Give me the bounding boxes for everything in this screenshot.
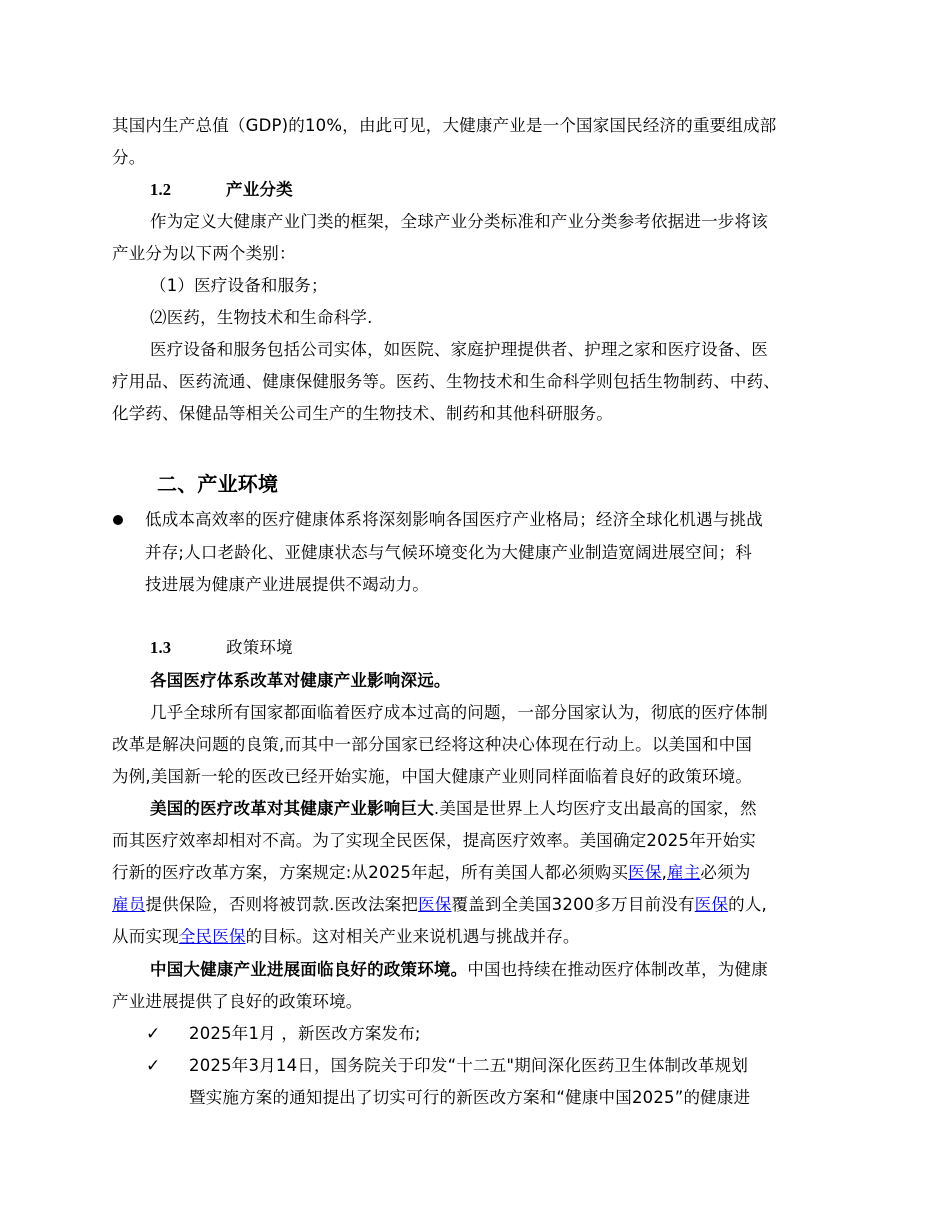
- section-title: 产业分类: [226, 180, 293, 199]
- paragraph-line: 改革是解决问题的良策,而其中一部分国家已经将这种决心体现在行动上。以美国和中国: [112, 735, 753, 754]
- bold-lead: 中国大健康产业进展面临良好的政策环境。: [150, 960, 468, 979]
- text-span: 的目标。这对相关产业来说机遇与挑战并存。: [245, 927, 580, 946]
- paragraph-line: 分。: [112, 148, 146, 167]
- paragraph-line: [150, 960, 768, 980]
- text-span: ,: [661, 863, 668, 882]
- paragraph-line: 医疗设备和服务包括公司实体，如医院、家庭护理提供者、护理之家和医疗设备、医: [150, 340, 768, 359]
- check-item: 2025年1月 ，新医改方案发布;: [189, 1024, 421, 1043]
- section-heading-1-3: [150, 638, 293, 658]
- paragraph-line: 而其医疗效率却相对不高。为了实现全民医保，提高医疗效率。美国确定2025年开始实: [112, 831, 756, 850]
- category-item: ⑵医药，生物技术和生命科学.: [150, 308, 373, 327]
- text-span: 中国也持续在推动医疗体制改革，为健康: [467, 960, 768, 979]
- text-span: 的人,: [728, 895, 767, 914]
- paragraph-line: 几乎全球所有国家都面临着医疗成本过高的问题，一部分国家认为，彻底的医疗体制: [150, 703, 768, 722]
- bold-lead: 美国的医疗改革对其健康产业影响巨大: [150, 799, 434, 818]
- text-span: 提供保险，否则将被罚款.医改法案把: [145, 895, 419, 914]
- paragraph-line: 产业进展提供了良好的政策环境。: [112, 992, 363, 1011]
- paragraph-line: 其国内生产总值（GDP)的10%，由此可见，大健康产业是一个国家国民经济的重要组成部: [112, 116, 777, 135]
- text-span: 从而实现: [112, 927, 179, 946]
- link-guyuan[interactable]: 雇员: [112, 895, 146, 914]
- section-number: 1.3: [150, 638, 172, 657]
- bold-lead: 各国医疗体系改革对健康产业影响深远。: [150, 671, 451, 690]
- check-item: 暨实施方案的通知提出了切实可行的新医改方案和“健康中国2025”的健康进: [189, 1088, 751, 1107]
- bullet-line: 低成本高效率的医疗健康体系将深刻影响各国医疗产业格局；经济全球化机遇与挑战: [145, 510, 763, 529]
- link-yibao[interactable]: 医保: [694, 895, 729, 914]
- section-title: 政策环境: [226, 638, 293, 657]
- link-guzhu[interactable]: 雇主: [667, 863, 701, 882]
- link-yibao[interactable]: 医保: [418, 895, 452, 914]
- paragraph-line: 疗用品、医药流通、健康保健服务等。医药、生物技术和生命科学则包括生物制药、中药、: [112, 372, 780, 391]
- bullet-line: 并存;人口老龄化、亚健康状态与气候环境变化为大健康产业制造宽阔进展空间；科: [145, 543, 752, 562]
- paragraph-line: [112, 895, 767, 915]
- checkmark-icon: ✓: [146, 1024, 161, 1044]
- text-span: .美国是世界上人均医疗支出最高的国家，然: [433, 799, 757, 818]
- category-item: （1）医疗设备和服务；: [150, 276, 328, 295]
- bullet-icon: [113, 515, 123, 525]
- section-number: 1.2: [150, 180, 172, 199]
- paragraph-line: 产业分为以下两个类别：: [112, 244, 296, 263]
- checkmark-icon: ✓: [146, 1056, 161, 1076]
- link-quanmin-yibao[interactable]: 全民医保: [178, 927, 246, 946]
- paragraph-line: [112, 863, 751, 883]
- bullet-line: 技进展为健康产业进展提供不竭动力。: [145, 575, 429, 594]
- link-yibao[interactable]: 医保: [628, 863, 662, 882]
- text-span: 行新的医疗改革方案，方案规定:从2025年起，所有美国人都必须购买: [112, 863, 629, 882]
- text-span: 覆盖到全美国3200多万目前没有: [451, 895, 695, 914]
- paragraph-line: 化学药、保健品等相关公司生产的生物技术、制药和其他科研服务。: [112, 404, 613, 423]
- paragraph-line: [150, 799, 757, 819]
- paragraph-line: [112, 927, 580, 947]
- text-span: 必须为: [700, 863, 751, 882]
- paragraph-line: 为例,美国新一轮的医改已经开始实施，中国大健康产业则同样面临着良好的政策环境。: [112, 767, 753, 786]
- check-item: 2025年3月14日，国务院关于印发“十二五"期间深化医药卫生体制改革规划: [189, 1056, 749, 1075]
- section-heading-1-2: [150, 180, 293, 200]
- chapter-heading: 二、产业环境: [157, 472, 279, 496]
- paragraph-line: 作为定义大健康产业门类的框架，全球产业分类标准和产业分类参考依据进一步将该: [150, 212, 768, 231]
